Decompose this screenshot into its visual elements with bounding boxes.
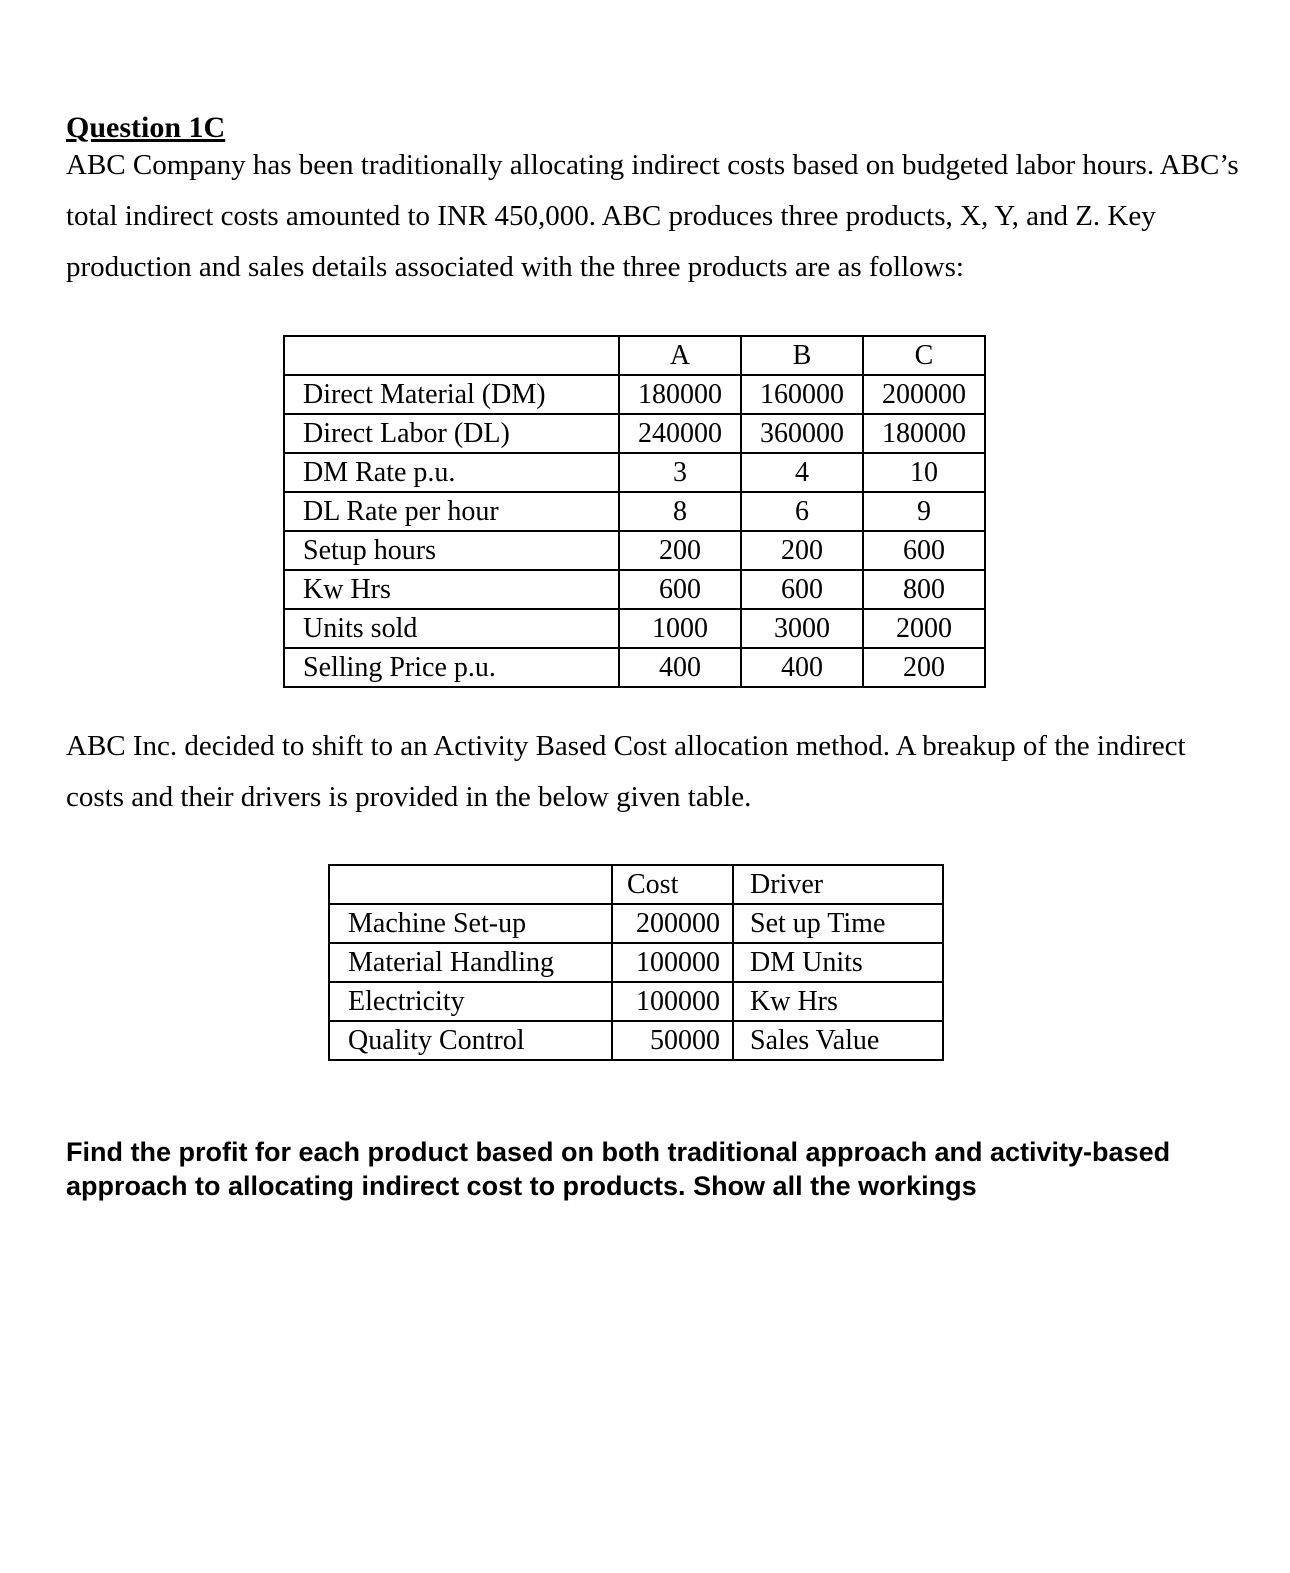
product-details-table [283,335,986,688]
cell-b: 400 [741,648,863,687]
row-label: Kw Hrs [284,570,619,609]
activity-cell: Quality Control [329,1021,612,1060]
header-cell-blank [284,336,619,375]
cell-a: 3 [619,453,741,492]
table-row [284,414,985,453]
row-label: DL Rate per hour [284,492,619,531]
row-label: Direct Material (DM) [284,375,619,414]
cell-c: 2000 [863,609,985,648]
cell-a: 8 [619,492,741,531]
cost-cell: 200000 [612,904,733,943]
row-label: Units sold [284,609,619,648]
abc-note-paragraph: ABC Inc. decided to shift to an Activity Based Cost allocation method. A breakup of the indirect costs and their drivers is provided in the below given table. [66,730,1186,813]
intro-paragraph: ABC Company has been traditionally allocating indirect costs based on budgeted labor hours. ABC’s total indirect costs amounted to INR 450,000. ABC produces three products, X, Y, and Z. Key production and sales details associated with the three products are as follows: [66,149,1239,283]
activity-cell: Material Handling [329,943,612,982]
header-cell-driver: Driver [733,865,943,904]
activity-cell: Electricity [329,982,612,1021]
table-row [329,1021,943,1060]
table-row [284,609,985,648]
driver-cell: DM Units [733,943,943,982]
cell-c: 800 [863,570,985,609]
task-instruction: Find the profit for each product based on both traditional approach and activity-based approach to allocating indirect cost to products. Show all the workings [66,1137,1171,1201]
cell-b: 3000 [741,609,863,648]
cell-a: 200 [619,531,741,570]
header-cell-b: B [741,336,863,375]
cell-c: 600 [863,531,985,570]
row-label: DM Rate p.u. [284,453,619,492]
cell-b: 6 [741,492,863,531]
table-row [284,375,985,414]
cell-b: 4 [741,453,863,492]
driver-cell: Set up Time [733,904,943,943]
table-row [284,492,985,531]
question-title: Question 1C [66,111,226,144]
cost-cell: 100000 [612,943,733,982]
table-row [329,982,943,1021]
table-row [284,648,985,687]
cell-a: 1000 [619,609,741,648]
cell-b: 160000 [741,375,863,414]
row-label: Setup hours [284,531,619,570]
table-row [284,570,985,609]
cell-c: 180000 [863,414,985,453]
cell-a: 180000 [619,375,741,414]
table-row [329,943,943,982]
cell-a: 400 [619,648,741,687]
header-cell-c: C [863,336,985,375]
cell-a: 600 [619,570,741,609]
row-label: Selling Price p.u. [284,648,619,687]
cell-c: 9 [863,492,985,531]
header-cell-cost: Cost [612,865,733,904]
activity-cell: Machine Set-up [329,904,612,943]
table-header-row [329,865,943,904]
table-row [284,531,985,570]
cell-b: 200 [741,531,863,570]
table-row [329,904,943,943]
driver-cell: Kw Hrs [733,982,943,1021]
cell-c: 10 [863,453,985,492]
cell-b: 360000 [741,414,863,453]
driver-cell: Sales Value [733,1021,943,1060]
cell-a: 240000 [619,414,741,453]
header-cell-blank [329,865,612,904]
table-header-row [284,336,985,375]
cost-cell: 100000 [612,982,733,1021]
table-row [284,453,985,492]
cell-c: 200 [863,648,985,687]
activity-cost-table [328,864,944,1061]
row-label: Direct Labor (DL) [284,414,619,453]
cost-cell: 50000 [612,1021,733,1060]
cell-c: 200000 [863,375,985,414]
cell-b: 600 [741,570,863,609]
header-cell-a: A [619,336,741,375]
